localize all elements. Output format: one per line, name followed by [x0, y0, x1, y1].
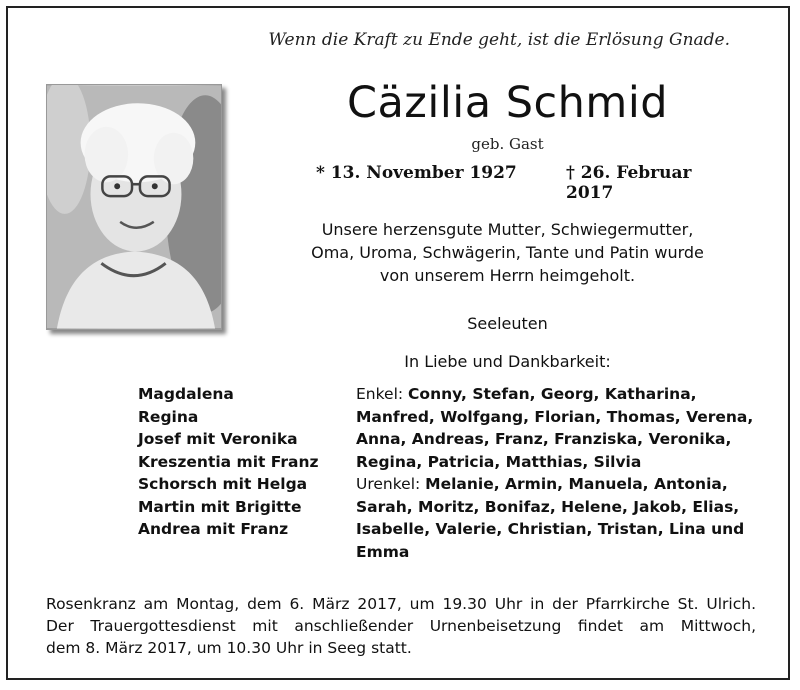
service-details [46, 593, 756, 659]
great-grandchildren-names: Isabelle, Valerie, Christian, Tristan, Lina und [356, 520, 745, 538]
list-item: Kreszentia mit Franz [138, 452, 319, 471]
great-grandchildren-names: Emma [356, 542, 410, 561]
death-date: † 26. Februar 2017 [566, 163, 692, 203]
grandchildren-names: Conny, Stefan, Georg, Katharina, [408, 385, 697, 403]
thanks-line: In Liebe und Dankbarkeit: [404, 352, 611, 371]
list-item: Schorsch mit Helga [138, 475, 308, 493]
list-item: Regina [138, 407, 199, 426]
deceased-name: Cäzilia Schmid [346, 78, 669, 128]
footer-line: dem 8. März 2017, um 10.30 Uhr in Seeg statt. [46, 639, 412, 657]
footer-line: Rosenkranz am Montag, dem 6. März 2017, um 19.30 Uhr in der Pfarrkirche St. Ulrich. [46, 595, 756, 613]
list-item: Josef mit Veronika [138, 430, 298, 448]
children-list [138, 383, 348, 541]
grandchildren-names: Manfred, Wolfgang, Florian, Thomas, Verena, [356, 407, 754, 426]
intro-line: von unserem Herrn heimgeholt. [379, 266, 636, 285]
great-grandchildren-names: Sarah, Moritz, Bonifaz, Helene, Jakob, Elias, [356, 497, 740, 516]
list-item: Andrea mit Franz [138, 520, 289, 538]
intro-line: Oma, Uroma, Schwägerin, Tante und Patin wurde [311, 243, 704, 262]
intro-text [250, 218, 765, 287]
footer-line: Der Trauergottesdienst mit anschließender Urnenbeisetzung findet am Mittwoch, [46, 617, 756, 635]
grandchildren-names: Regina, Patricia, Matthias, Silvia [356, 452, 642, 471]
list-item: Martin mit Brigitte [138, 497, 302, 516]
portrait-illustration [47, 85, 221, 329]
grandchildren-label: Enkel: [356, 385, 404, 403]
maiden-name: geb. Gast [471, 135, 544, 153]
place-name: Seeleuten [467, 314, 548, 333]
descendants-list [356, 383, 776, 563]
grandchildren-names: Anna, Andreas, Franz, Franziska, Veronika, [356, 430, 732, 448]
great-grandchildren-names: Melanie, Armin, Manuela, Antonia, [425, 475, 728, 493]
list-item: Magdalena [138, 385, 234, 403]
grandchildren-line [356, 383, 776, 406]
birth-date: * 13. November 1927 [316, 163, 517, 183]
great-grandchildren-line [356, 473, 776, 496]
motto-quote: Wenn die Kraft zu Ende geht, ist die Erlösung Gnade. [268, 30, 730, 50]
portrait-photo [46, 84, 222, 330]
intro-line: Unsere herzensgute Mutter, Schwiegermutter, [321, 220, 694, 239]
great-grandchildren-label: Urenkel: [356, 475, 421, 493]
